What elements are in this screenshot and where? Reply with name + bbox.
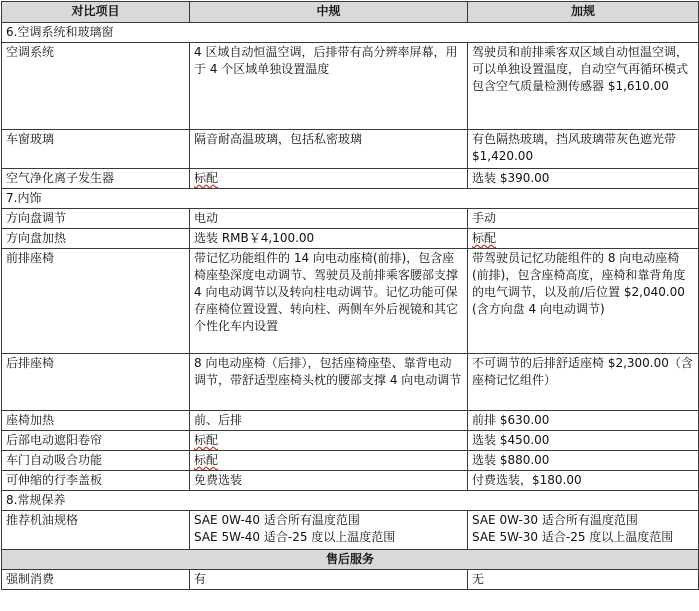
- row-steer-adj-plus: 手动: [468, 209, 699, 229]
- row-forced-mid: 有: [190, 570, 468, 590]
- section-7-title: 7.内饰: [2, 189, 699, 209]
- row-sunshade-item: 后部电动遮阳卷帘: [2, 431, 190, 451]
- row-ac-mid: 4 区域自动恒温空调，后排带有高分辨率屏幕，用于 4 个区域单独设置温度: [190, 43, 468, 130]
- row-glass: [2, 130, 699, 169]
- row-front-seat-item: 前排座椅: [2, 249, 190, 354]
- section-8-row: [2, 491, 699, 511]
- row-rear-seat-mid: 8 向电动座椅（后排），包括座椅座垫、靠背电动调节，带舒适型座椅头枕的腰部支撑 4 向电动调节: [190, 354, 468, 411]
- row-sunshade-plus: 选装 $450.00: [468, 431, 699, 451]
- row-forced-item: 强制消费: [2, 570, 190, 590]
- row-glass-item: 车窗玻璃: [2, 130, 190, 169]
- row-steer-adj-item: 方向盘调节: [2, 209, 190, 229]
- row-door-plus: 选装 $880.00: [468, 451, 699, 471]
- header-row: [2, 2, 699, 23]
- row-ion-mid: 标配: [190, 169, 468, 189]
- row-oil: [2, 511, 699, 550]
- row-sunshade: [2, 431, 699, 451]
- row-steer-adj-mid: 电动: [190, 209, 468, 229]
- row-ac-item: 空调系统: [2, 43, 190, 130]
- section-6-title: 6.空调系统和玻璃窗: [2, 23, 699, 43]
- row-seat-heat-mid: 前、后排: [190, 411, 468, 431]
- row-cover-plus: 付费选装，$180.00: [468, 471, 699, 491]
- row-steer-heat-plus: 标配: [468, 229, 699, 249]
- row-seat-heat-item: 座椅加热: [2, 411, 190, 431]
- after-sales-row: [2, 550, 699, 570]
- header-plus: 加规: [468, 2, 699, 23]
- row-glass-mid: 隔音耐高温玻璃，包括私密玻璃: [190, 130, 468, 169]
- header-item: 对比项目: [2, 2, 190, 23]
- row-ac: [2, 43, 699, 130]
- row-cover-item: 可伸缩的行李盖板: [2, 471, 190, 491]
- row-rear-seat: [2, 354, 699, 411]
- section-6-row: [2, 23, 699, 43]
- section-8-title: 8.常规保养: [2, 491, 699, 511]
- row-door: [2, 451, 699, 471]
- row-forced: [2, 570, 699, 590]
- after-sales-title: 售后服务: [2, 550, 699, 570]
- row-oil-mid: [190, 511, 468, 550]
- row-oil-plus-line2: SAE 5W-30 适合-25 度以上温度范围: [472, 530, 674, 544]
- row-ion-item: 空气净化离子发生器: [2, 169, 190, 189]
- row-front-seat-mid: 带记忆功能组件的 14 向电动座椅(前排)，包含座椅座垫深度电动调节、驾驶员及前排乘客腰部支撑 4 向电动调节以及转向柱电动调节。记忆功能可保存座椅位置设置、转向柱、两侧车外后视镜和其它个性化车内设置: [190, 249, 468, 354]
- row-oil-plus-line1: SAE 0W-30 适合所有温度范围: [472, 513, 638, 527]
- row-forced-plus: 无: [468, 570, 699, 590]
- row-steer-heat-item: 方向盘加热: [2, 229, 190, 249]
- row-rear-seat-plus: 不可调节的后排舒适座椅 $2,300.00（含座椅记忆组件）: [468, 354, 699, 411]
- section-7-row: [2, 189, 699, 209]
- header-mid: 中规: [190, 2, 468, 23]
- row-ion: [2, 169, 699, 189]
- row-oil-item: 推荐机油规格: [2, 511, 190, 550]
- row-steer-heat: [2, 229, 699, 249]
- row-oil-mid-line2: SAE 5W-40 适合-25 度以上温度范围: [194, 530, 396, 544]
- row-sunshade-mid: 标配: [190, 431, 468, 451]
- row-cover-mid: 免费选装: [190, 471, 468, 491]
- row-seat-heat: [2, 411, 699, 431]
- row-glass-plus: 有色隔热玻璃，挡风玻璃带灰色遮光带 $1,420.00: [468, 130, 699, 169]
- row-ion-plus: 选装 $390.00: [468, 169, 699, 189]
- row-rear-seat-item: 后排座椅: [2, 354, 190, 411]
- row-steer-adj: [2, 209, 699, 229]
- row-door-item: 车门自动吸合功能: [2, 451, 190, 471]
- row-front-seat: [2, 249, 699, 354]
- row-oil-mid-line1: SAE 0W-40 适合所有温度范围: [194, 513, 360, 527]
- row-steer-heat-mid: 选装 RMB￥4,100.00: [190, 229, 468, 249]
- row-door-mid: 标配: [190, 451, 468, 471]
- row-cover: [2, 471, 699, 491]
- row-front-seat-plus: 带驾驶员记忆功能组件的 8 向电动座椅(前排)，包含座椅高度，座椅和靠背角度的电气调节，以及前/后位置 $2,040.00(含方向盘 4 向电动调节): [468, 249, 699, 354]
- row-ac-plus: 驾驶员和前排乘客双区域自动恒温空调，可以单独设置温度，自动空气再循环模式包含空气质量检测传感器 $1,610.00: [468, 43, 699, 130]
- comparison-table: [1, 1, 699, 590]
- row-oil-plus: [468, 511, 699, 550]
- row-seat-heat-plus: 前排 $630.00: [468, 411, 699, 431]
